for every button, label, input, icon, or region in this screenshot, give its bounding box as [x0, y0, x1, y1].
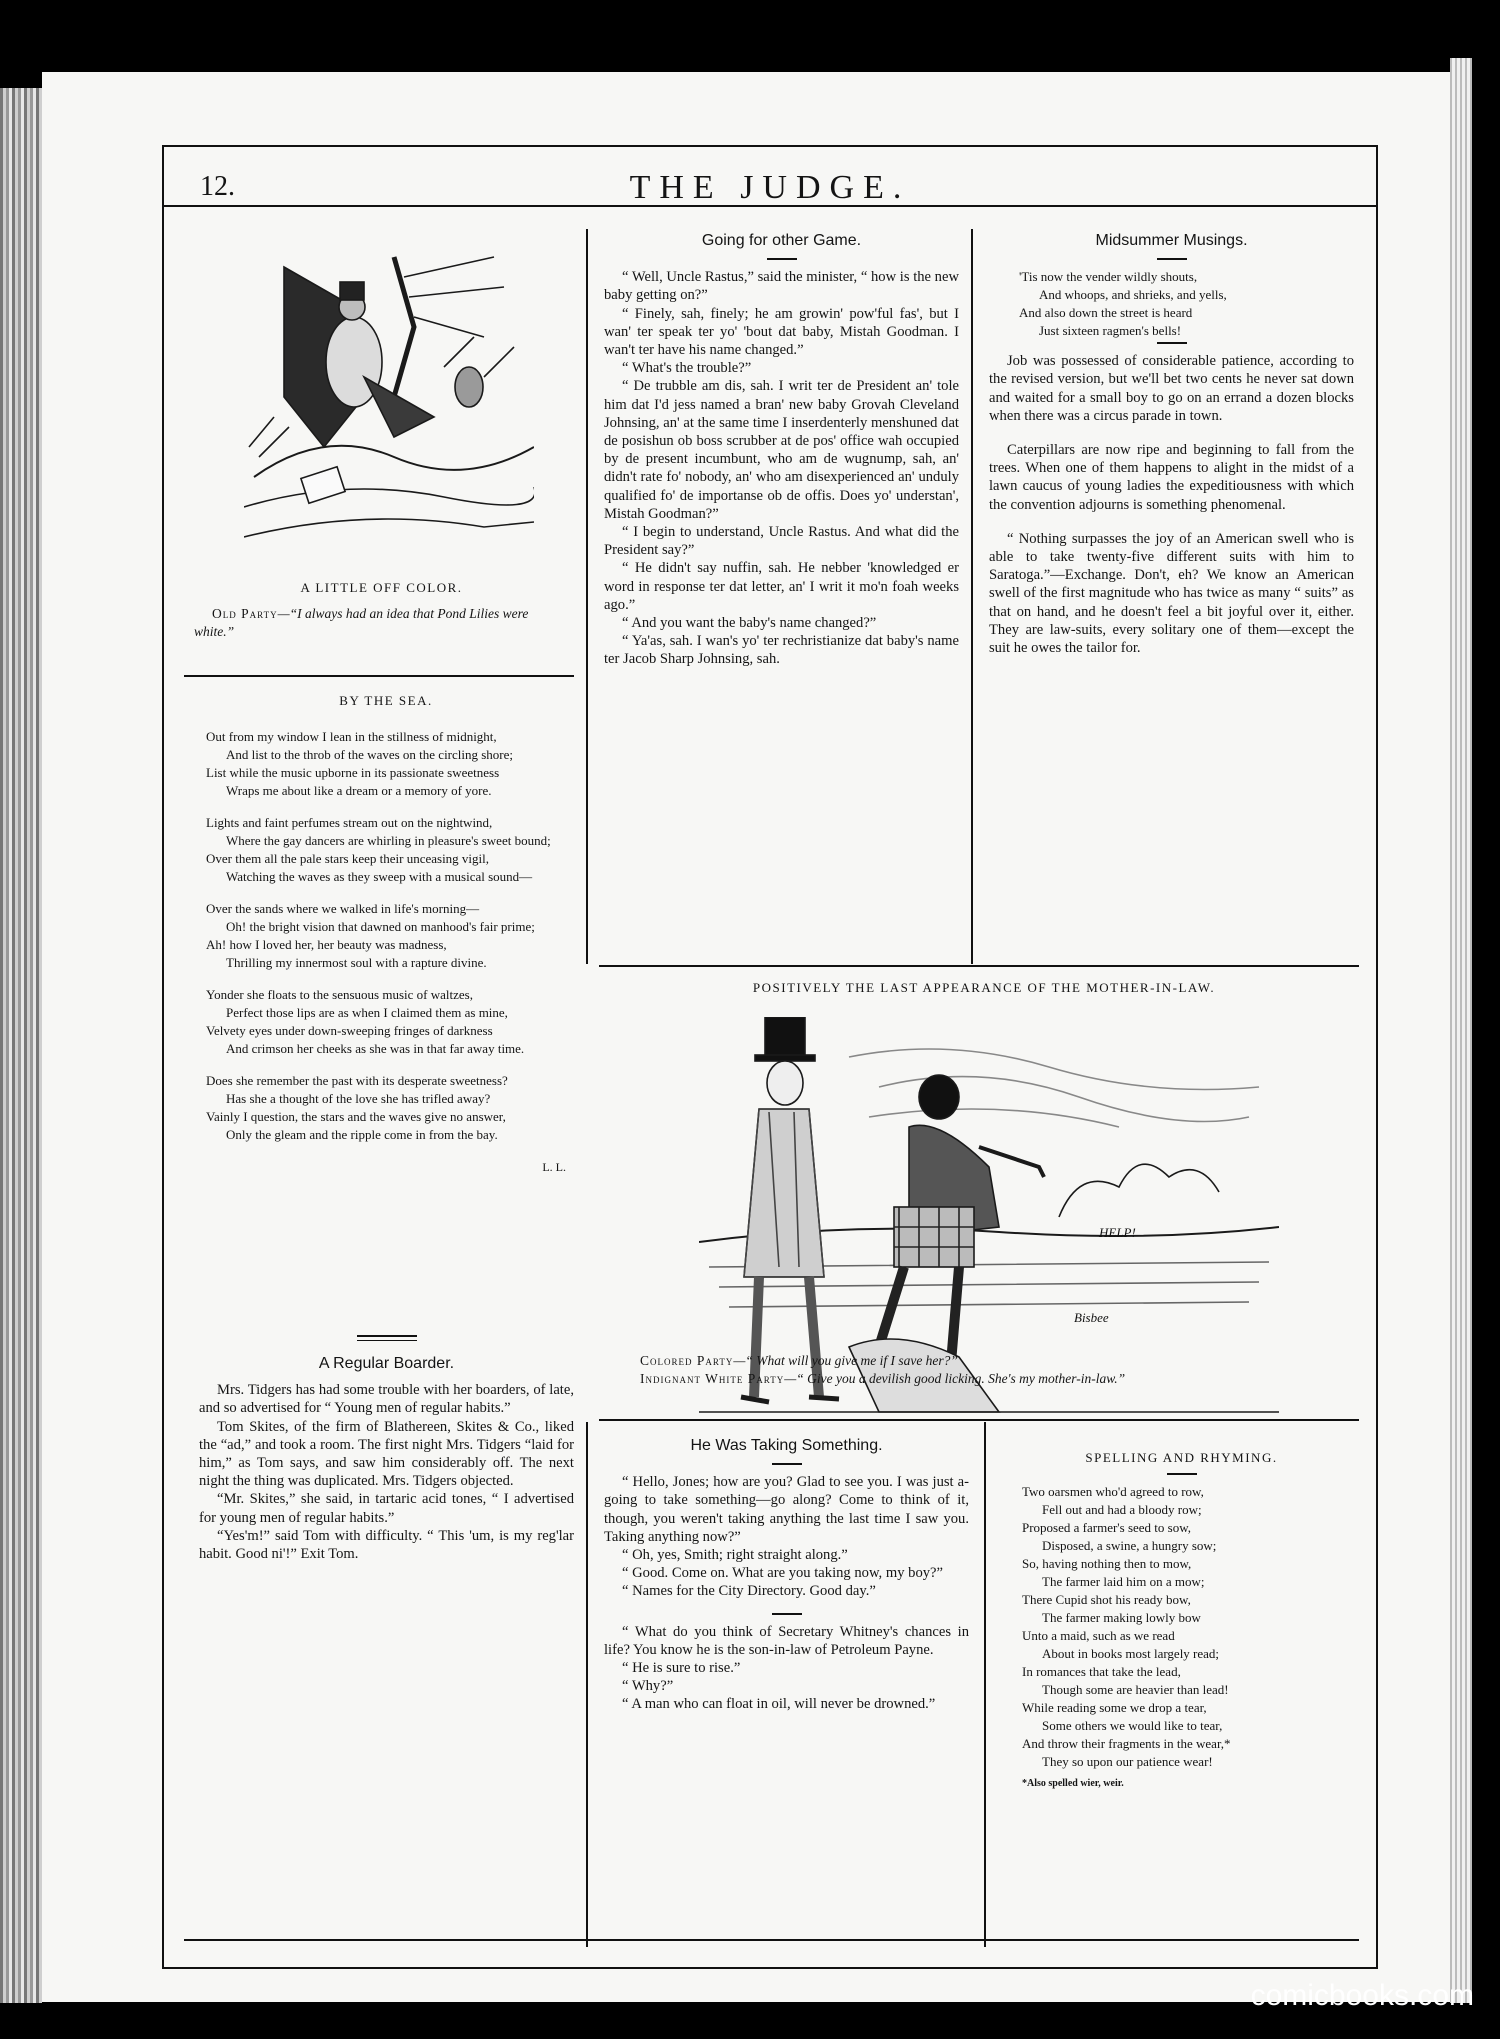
- title-rule: [1157, 258, 1187, 260]
- article-paragraph: “ A man who can float in oil, will never be drowned.”: [622, 1696, 936, 1713]
- verse-line: The farmer making lowly bow: [1042, 1610, 1201, 1626]
- column-rule: [971, 229, 973, 964]
- bottom-rule: [184, 1939, 1359, 1941]
- verse-line: Two oarsmen who'd agreed to row,: [1022, 1484, 1204, 1500]
- verse-line: Wraps me about like a dream or a memory of yore.: [226, 783, 492, 799]
- spelling-rhyming-poem: [1004, 1449, 1359, 1793]
- article-paragraph: “ Why?”: [622, 1678, 674, 1695]
- poem-stanza: [206, 814, 566, 886]
- article-paragraph: “ He is sure to rise.”: [622, 1660, 741, 1677]
- article-paragraph: “ He didn't say nuffin, sah. He nebber 'knowledged er word in response ter dat letter, an' I writ it mo'n foah weeks ago.”: [604, 560, 959, 613]
- verse-line: Over them all the pale stars keep their unceasing vigil,: [206, 851, 490, 867]
- verse-line: And whoops, and shrieks, and yells,: [1039, 287, 1227, 303]
- verse-line: Some others we would like to tear,: [1042, 1718, 1223, 1734]
- pond-lilies-drawing: [244, 247, 534, 547]
- verse-line: Does she remember the past with its desperate sweetness?: [206, 1073, 508, 1089]
- article-body: [604, 268, 959, 668]
- page-edge: [1450, 58, 1472, 2003]
- verse-line: And list to the throb of the waves on the circling shore;: [226, 747, 514, 763]
- poem-stanza: [206, 1072, 566, 1144]
- article-paragraph: “ Ya'as, sah. I wan's yo' ter rechristianize dat baby's name ter Jacob Sharp Johnsing, sah.: [604, 633, 959, 668]
- verse-line: Over the sands where we walked in life's morning—: [206, 901, 480, 917]
- article-paragraph: “ I begin to understand, Uncle Rastus. And what did the President say?”: [604, 524, 959, 559]
- divider: [1157, 342, 1187, 344]
- article-title: Going for other Game.: [701, 232, 862, 249]
- regular-boarder-article: [199, 1329, 574, 1563]
- mother-in-law-cartoon: [604, 979, 1364, 997]
- pond-lilies-illustration: [244, 247, 534, 547]
- verse-line: Perfect those lips are as when I claimed them as mine,: [226, 1005, 508, 1021]
- article-paragraph: Job was possessed of considerable patience, according to the revised version, but we'll bet two cents he never sat down and waited for a small boy to go on an errand a dozen blocks when there was a circus parade in town.: [989, 353, 1354, 424]
- article-paragraph: “ De trubble am dis, sah. I writ ter de President an' tole him dat I'd jess named a bran' new baby Grovah Cleveland Johnsing, an' at the same time I inserdenterly menshuned dat de posishun ob boss scrubber at de pos' office wah occupied by de present incumbunt, who am de wugnump, sah, an' didn't rate fo' nobody, an' who am disexperienced an' unduly qualified fo' de importanse ob de offis. Does yo' understan', Mistah Goodman?”: [604, 378, 959, 522]
- verse-line: Only the gleam and the ripple come in from the bay.: [226, 1127, 498, 1143]
- musings-verse: [1019, 268, 1354, 340]
- poem-footnote: *Also spelled wier, weir.: [1022, 1778, 1124, 1790]
- verse-line: Watching the waves as they sweep with a musical sound—: [226, 869, 533, 885]
- verse-line: And crimson her cheeks as she was in that far away time.: [226, 1041, 525, 1057]
- article-paragraph: “ Finely, sah, finely; he am growin' pow'ful fas', but I wan' ter speak ter yo' 'bout dat baby, Mistah Goodman. I wan't ter have his name changed.”: [604, 305, 959, 359]
- page-number: 12.: [200, 171, 235, 202]
- article-title: A Regular Boarder.: [318, 1355, 455, 1372]
- verse-line: While reading some we drop a tear,: [1022, 1700, 1207, 1716]
- article-paragraph: “ Well, Uncle Rastus,” said the minister, “ how is the new baby getting on?”: [604, 269, 959, 304]
- musings-body: [989, 352, 1354, 657]
- verse-line: Proposed a farmer's seed to sow,: [1022, 1520, 1192, 1536]
- by-the-sea-poem: [206, 692, 566, 1176]
- verse-line: Vainly I question, the stars and the waves give no answer,: [206, 1109, 506, 1125]
- verse-line: Just sixteen ragmen's bells!: [1039, 323, 1182, 339]
- poem-body: [206, 728, 566, 1144]
- verse-line: Has she a thought of the love she has trifled away?: [226, 1091, 491, 1107]
- cartoon-title: POSITIVELY THE LAST APPEARANCE OF THE MOTHER-IN-LAW.: [752, 980, 1216, 995]
- verse-line: Oh! the bright vision that dawned on manhood's fair prime;: [226, 919, 535, 935]
- article-paragraph: “ What's the trouble?”: [622, 360, 752, 377]
- verse-line: Fell out and had a bloody row;: [1042, 1502, 1202, 1518]
- article-paragraph: “ Good. Come on. What are you taking now, my boy?”: [622, 1565, 943, 1582]
- verse-line: Lights and faint perfumes stream out on the nightwind,: [206, 815, 493, 831]
- poem-title: BY THE SEA.: [339, 693, 433, 708]
- caption-title: A LITTLE OFF COLOR.: [300, 580, 463, 595]
- poem-stanza: [206, 986, 566, 1058]
- taking-something-article: [604, 1437, 969, 1714]
- cartoon-speech: HELP!: [1099, 1225, 1136, 1240]
- article-title: Midsummer Musings.: [1095, 232, 1248, 249]
- caption-text: [194, 605, 569, 641]
- cartoon-caption: [604, 1352, 1364, 1388]
- article-paragraph: “ What do you think of Secretary Whitney's chances in life? You know he is the son-in-law of Petroleum Payne.: [604, 1623, 969, 1658]
- article-paragraph: “Mr. Skites,” she said, in tartaric acid tones, “ I advertised for young men of regular habits.”: [199, 1491, 574, 1526]
- caption-text-1: —“ What will you give me if I save her?”: [733, 1353, 958, 1368]
- verse-line: Out from my window I lean in the stillness of midnight,: [206, 729, 497, 745]
- article-paragraph: “ And you want the baby's name changed?”: [622, 615, 877, 632]
- article-title: He Was Taking Something.: [690, 1437, 883, 1454]
- verse-line: The farmer laid him on a mow;: [1042, 1574, 1205, 1590]
- verse-line: They so upon our patience wear!: [1042, 1754, 1213, 1770]
- midsummer-musings: [989, 232, 1354, 657]
- title-rule: [767, 258, 797, 260]
- title-rule: [1167, 1473, 1197, 1475]
- poem-title: SPELLING AND RHYMING.: [1085, 1450, 1278, 1465]
- other-game-article: [604, 232, 959, 669]
- caption-text-2: —“ Give you a devilish good licking. She's my mother-in-law.”: [784, 1371, 1126, 1386]
- verse-line: And throw their fragments in the wear,*: [1022, 1736, 1231, 1752]
- article-body: [199, 1381, 574, 1563]
- verse-line: Yonder she floats to the sensuous music of waltzes,: [206, 987, 473, 1003]
- article-paragraph: “ Nothing surpasses the joy of an American swell who is able to take twenty-five different suits with him to Saratoga.”—Exchange. Don't, eh? We know an American swell of the first magnitude who has twice as many “ suits” as that on hand, and he doesn't feel a bit joyful over it, either. They are law-suits, every solitary one of them—except the suit he owes the tailor for.: [989, 530, 1354, 657]
- column-rule: [984, 1422, 986, 1947]
- article-paragraph: Mrs. Tidgers has had some trouble with her boarders, of late, and so advertised for “ Young men of regular habits.”: [199, 1382, 574, 1417]
- verse-line: About in books most largely read;: [1042, 1646, 1220, 1662]
- watermark: comicbooks.com: [1250, 1979, 1474, 2012]
- title-rule: [772, 1463, 802, 1465]
- verse-line: 'Tis now the vender wildly shouts,: [1019, 269, 1198, 285]
- caption-speaker: Old Party: [212, 606, 278, 622]
- article-paragraph: Tom Skites, of the firm of Blathereen, Skites & Co., liked the “ad,” and took a room. The first night Mrs. Tidgers “laid for him,” as Tom says, and saw him considerably off. The next night the thing was duplicated. Mrs. Tidgers objected.: [199, 1418, 574, 1490]
- page-header: [164, 147, 1376, 207]
- poem-stanza: [206, 728, 566, 800]
- verse-line: In romances that take the lead,: [1022, 1664, 1181, 1680]
- divider: [772, 1613, 802, 1615]
- book-binding: [0, 88, 42, 2003]
- caption-line-1: [604, 1352, 1364, 1370]
- poem-stanza: [206, 900, 566, 972]
- caption-speaker-2: Indignant White Party: [640, 1371, 785, 1386]
- article-paragraph: “ Names for the City Directory. Good day.”: [622, 1583, 876, 1600]
- article-paragraph: “ Oh, yes, Smith; right straight along.”: [622, 1547, 848, 1564]
- verse-line: Though some are heavier than lead!: [1042, 1682, 1229, 1698]
- article-paragraph: “ Hello, Jones; how are you? Glad to see you. I was just a-going to take something—go along? Come to think of it, though, you weren't taking anything the last time I saw you. Taking anything now?”: [604, 1474, 969, 1545]
- verse-line: There Cupid shot his ready bow,: [1022, 1592, 1191, 1608]
- caption-line-2: [604, 1370, 1364, 1388]
- cartoon-artist-signature: Bisbee: [1074, 1310, 1109, 1325]
- verse-line: And also down the street is heard: [1019, 305, 1193, 321]
- section-rule: [599, 965, 1359, 967]
- verse-line: So, having nothing then to mow,: [1022, 1556, 1192, 1572]
- poem-body: [1022, 1483, 1359, 1771]
- caption-quote: —“I always had an idea that Pond Lilies were white.”: [194, 606, 529, 640]
- article-paragraph: “Yes'm!” said Tom with difficulty. “ This 'um, is my reg'lar habit. Good ni'!” Exit Tom.: [199, 1527, 574, 1563]
- verse-line: Disposed, a swine, a hungry sow;: [1042, 1538, 1217, 1554]
- verse-line: List while the music upborne in its passionate sweetness: [206, 765, 500, 781]
- verse-line: Thrilling my innermost soul with a rapture divine.: [226, 955, 487, 971]
- caption-speaker-1: Colored Party: [640, 1353, 734, 1368]
- verse-line: Ah! how I loved her, her beauty was madness,: [206, 937, 447, 953]
- section-rule: [599, 1419, 1359, 1421]
- verse-line: Where the gay dancers are whirling in pleasure's sweet bound;: [226, 833, 551, 849]
- verse-line: Velvety eyes under down-sweeping fringes of darkness: [206, 1023, 493, 1039]
- little-off-color-caption: [194, 579, 569, 641]
- column-rule: [586, 229, 588, 964]
- poem-signature: L. L.: [542, 1160, 566, 1175]
- page-frame: [162, 145, 1378, 1969]
- masthead: THE JUDGE.: [629, 169, 911, 206]
- ornament-rule: [357, 1335, 417, 1341]
- article-paragraph: Caterpillars are now ripe and beginning to fall from the trees. When one of them happens to alight in the midst of a lawn caucus of young ladies the expeditiousness with which the convention adjourns is something phenomenal.: [989, 442, 1354, 513]
- section-rule: [184, 675, 574, 677]
- verse-line: Unto a maid, such as we read: [1022, 1628, 1175, 1644]
- article-body-2: [604, 1623, 969, 1714]
- column-rule: [586, 1422, 588, 1947]
- article-body: [604, 1473, 969, 1600]
